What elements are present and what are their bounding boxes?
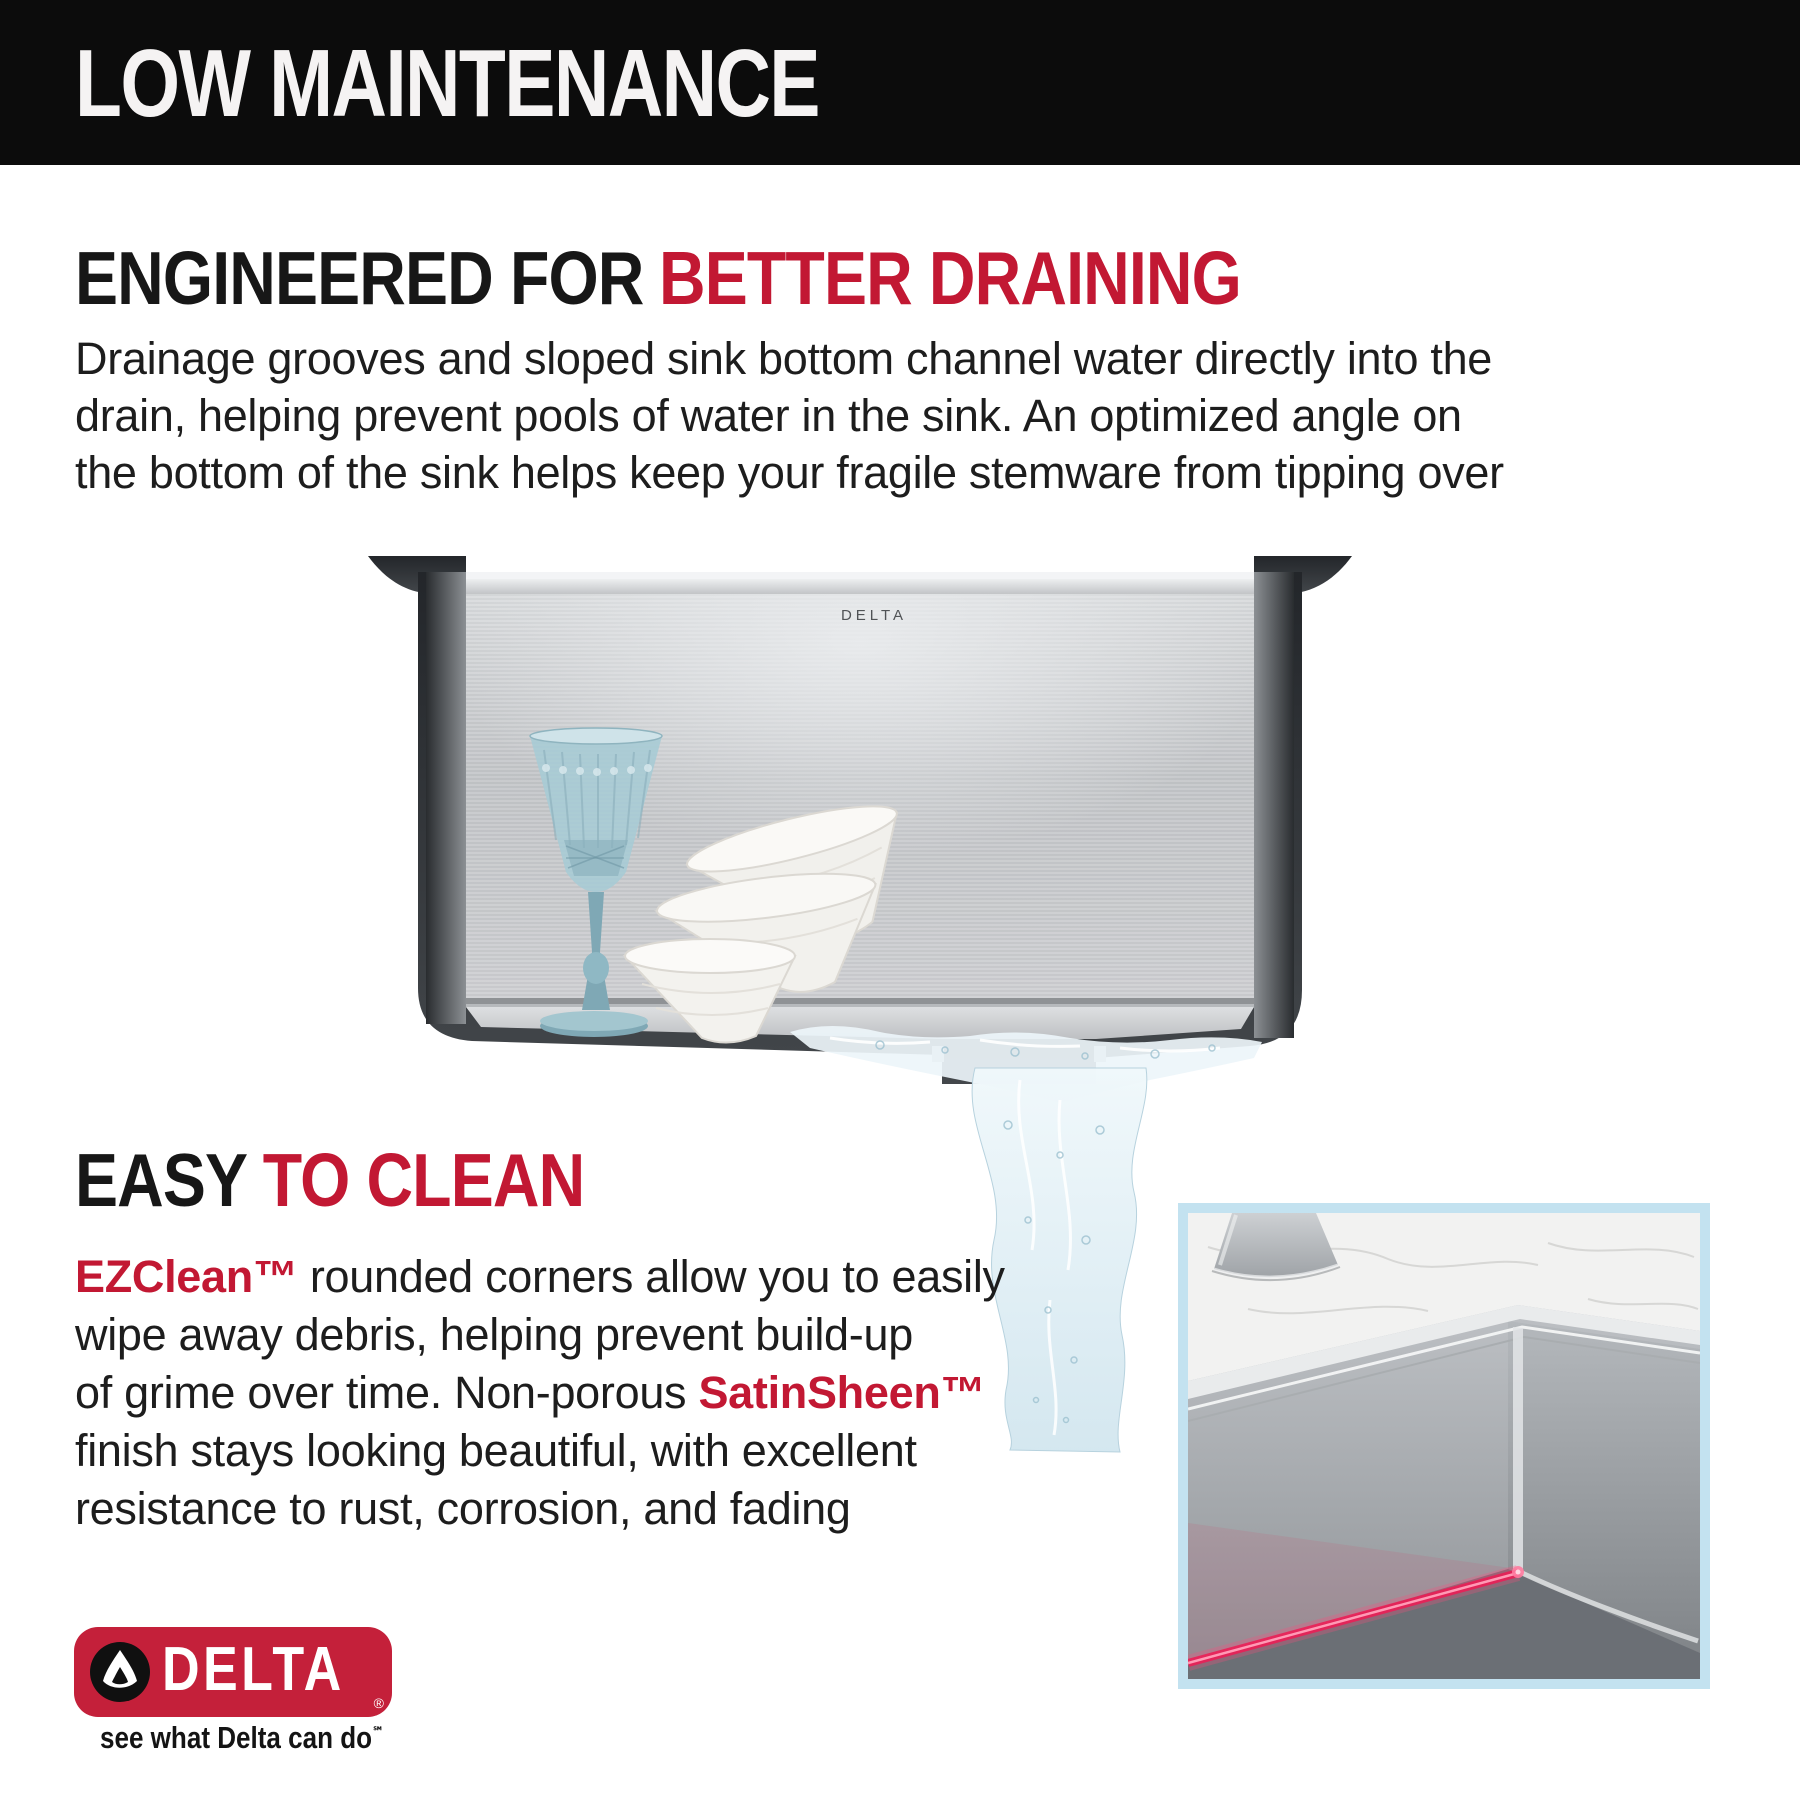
delta-logo	[74, 1627, 392, 1717]
clean-paragraph	[75, 1248, 1005, 1538]
draining-line-3: the bottom of the sink helps keep your fragile stemware from tipping over	[75, 447, 1504, 498]
clean-heading	[75, 1140, 667, 1220]
clean-line-1	[75, 1248, 1005, 1306]
clean-line-4: finish stays looking beautiful, with excellent	[75, 1425, 917, 1476]
draining-heading-red: BETTER DRAINING	[659, 236, 1241, 320]
service-mark: ℠	[372, 1723, 385, 1740]
clean-line-5: resistance to rust, corrosion, and fading	[75, 1483, 851, 1534]
sink-left-wall	[426, 572, 466, 1024]
clean-line-3-pre: of grime over time. Non-porous	[75, 1367, 699, 1418]
clean-heading-black: EASY	[75, 1138, 248, 1222]
page-title-text: LOW MAINTENANCE	[75, 30, 819, 137]
draining-line-2: drain, helping prevent pools of water in the sink. An optimized angle on	[75, 390, 1462, 441]
clean-heading-red: TO CLEAN	[262, 1138, 585, 1222]
tagline-text: see what Delta can do	[100, 1720, 373, 1755]
sink-rim	[466, 579, 1254, 594]
delta-triangle-icon	[88, 1640, 152, 1704]
sink-brand-label: DELTA	[840, 607, 908, 624]
ezclean-brand: EZClean™	[75, 1251, 298, 1302]
clean-line-1-rest: rounded corners allow you to easily	[297, 1251, 1005, 1302]
delta-tagline	[100, 1720, 438, 1756]
delta-logo-text: DELTA	[162, 1635, 345, 1704]
satinsheen-brand: SatinSheen™	[698, 1367, 986, 1418]
clean-line-3	[75, 1364, 1005, 1422]
sink-corner-closeup	[1188, 1213, 1700, 1679]
delta-logo-wordmark	[162, 1634, 379, 1705]
clean-line-2: wipe away debris, helping prevent build-up	[75, 1309, 913, 1360]
draining-heading	[75, 238, 1431, 318]
corner-seam	[1513, 1327, 1523, 1573]
page-title	[75, 0, 1005, 165]
corner-inset-image	[1178, 1203, 1710, 1689]
draining-paragraph	[75, 330, 1504, 501]
sink-right-wall	[1254, 572, 1294, 1038]
draining-heading-black: ENGINEERED FOR	[75, 236, 644, 320]
sink-rim-highlight	[466, 572, 1254, 579]
header-bar	[0, 0, 1800, 165]
draining-line-1: Drainage grooves and sloped sink bottom channel water directly into the	[75, 333, 1493, 384]
registered-mark: ®	[373, 1695, 384, 1711]
